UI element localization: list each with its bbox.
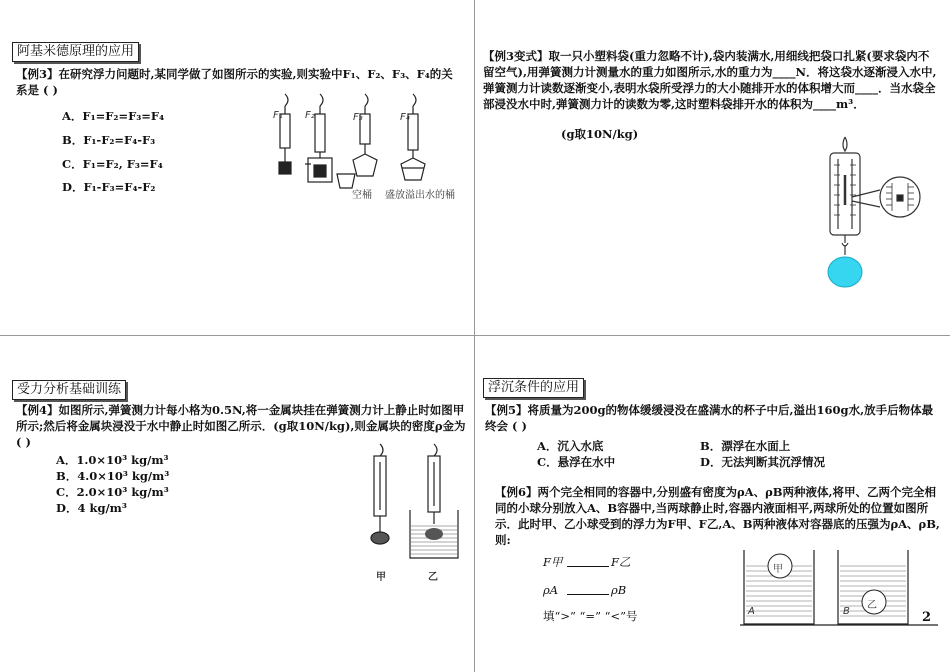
panel-archimedes xyxy=(0,0,474,335)
blank2-left: ρA xyxy=(543,583,559,597)
density-figure xyxy=(362,442,472,562)
question-text: 【例3】在研究浮力问题时,某同学做了如图所示的实验,则实验中F₁、F₂、F₃、F₄的关系是 ( ) xyxy=(16,67,453,97)
blank2-line xyxy=(567,594,609,595)
label-f2: F₂ xyxy=(305,110,315,121)
option-d: D．4 kg/m³ xyxy=(56,501,127,515)
label-f4: F₄ xyxy=(400,112,410,123)
panel-float-sink xyxy=(475,336,950,672)
caption-full-bucket: 盛放溢出水的桶 xyxy=(385,190,455,201)
option-c: C．F₁=F₂, F₃=F₄ xyxy=(62,157,163,171)
question-text: 【例4】如图所示,弹簧测力计每小格为0.5N,将一金属块挂在弹簧测力计上静止时如图甲所示;然后将金属块浸没于水中静止时如图乙所示．(g取10N/kg),则金属块的密度ρ金为 ( ) xyxy=(16,403,466,449)
panel-force-analysis xyxy=(0,336,474,672)
q5-option-d: D．无法判断其沉浮情况 xyxy=(700,455,825,469)
option-b: B．4.0×10³ kg/m³ xyxy=(56,469,170,483)
ball-yi-label: 乙 xyxy=(867,600,877,611)
label-f3: F₃ xyxy=(353,112,363,123)
label-f1: F₁ xyxy=(273,110,283,121)
option-c: C．2.0×10³ kg/m³ xyxy=(56,485,169,499)
q5-option-a: A．沉入水底 xyxy=(537,439,604,453)
panel-variant xyxy=(475,0,950,335)
ball-jia-label: 甲 xyxy=(773,564,783,575)
container-a-label: A xyxy=(748,606,755,617)
option-d: D．F₁-F₃=F₄-F₂ xyxy=(62,180,156,194)
blank1-line xyxy=(567,566,609,567)
q5-option-c: C．悬浮在水中 xyxy=(537,455,616,469)
experiment-figure xyxy=(265,90,465,200)
q5-option-b: B．漂浮在水面上 xyxy=(700,439,791,453)
label-yi: 乙 xyxy=(428,572,438,583)
section-title: 阿基米德原理的应用 xyxy=(12,42,139,62)
question-note: (g取10N/kg) xyxy=(561,127,639,141)
option-a: A．F₁=F₂=F₃=F₄ xyxy=(62,109,165,123)
caption-empty-bucket: 空桶 xyxy=(352,190,372,201)
question-text: 【例3变式】取一只小塑料袋(重力忽略不计),袋内装满水,用细线把袋口扎紧(要求袋内不留空气),用弹簧测力计测量水的重力如图所示,水的重力为____N．将这袋水逐渐浸入水中,弹簧测力计读数逐渐变小,表明水袋所受浮力的大小随排开水的体积增大而____．当水袋全部浸没水中时,弹簧测力计的读数为零,这时塑料袋排开水的体积为____m³． xyxy=(483,49,937,111)
blank1-right: F乙 xyxy=(611,555,631,569)
label-jia: 甲 xyxy=(376,572,386,583)
option-b: B．F₁-F₂=F₄-F₃ xyxy=(62,133,156,147)
container-b-label: B xyxy=(843,606,850,617)
section-title: 受力分析基础训练 xyxy=(12,380,126,400)
containers-figure xyxy=(740,542,940,628)
fill-hint: 填“>” “=” “<”号 xyxy=(543,609,638,623)
blank2-right: ρB xyxy=(611,583,627,597)
section-title: 浮沉条件的应用 xyxy=(483,378,584,398)
option-a: A．1.0×10³ kg/m³ xyxy=(56,453,169,467)
q5-text: 【例5】将质量为200g的物体缓缓浸没在盛满水的杯子中后,溢出160g水,放手后物体最终会 ( ) xyxy=(485,403,934,433)
blank1-left: F甲 xyxy=(543,555,563,569)
q6-text: 【例6】两个完全相同的容器中,分别盛有密度为ρA、ρB两种液体,将甲、乙两个完全相同的小球分别放入A、B容器中,当两球静止时,容器内液面相平,两球所处的位置如图所示．此时甲、乙小球受到的浮力为F甲、F乙,A、B两种液体对容器底的压强为ρA、ρB,则: xyxy=(495,485,940,547)
page-number: 2 xyxy=(922,610,932,625)
spring-scale-figure xyxy=(820,135,945,290)
